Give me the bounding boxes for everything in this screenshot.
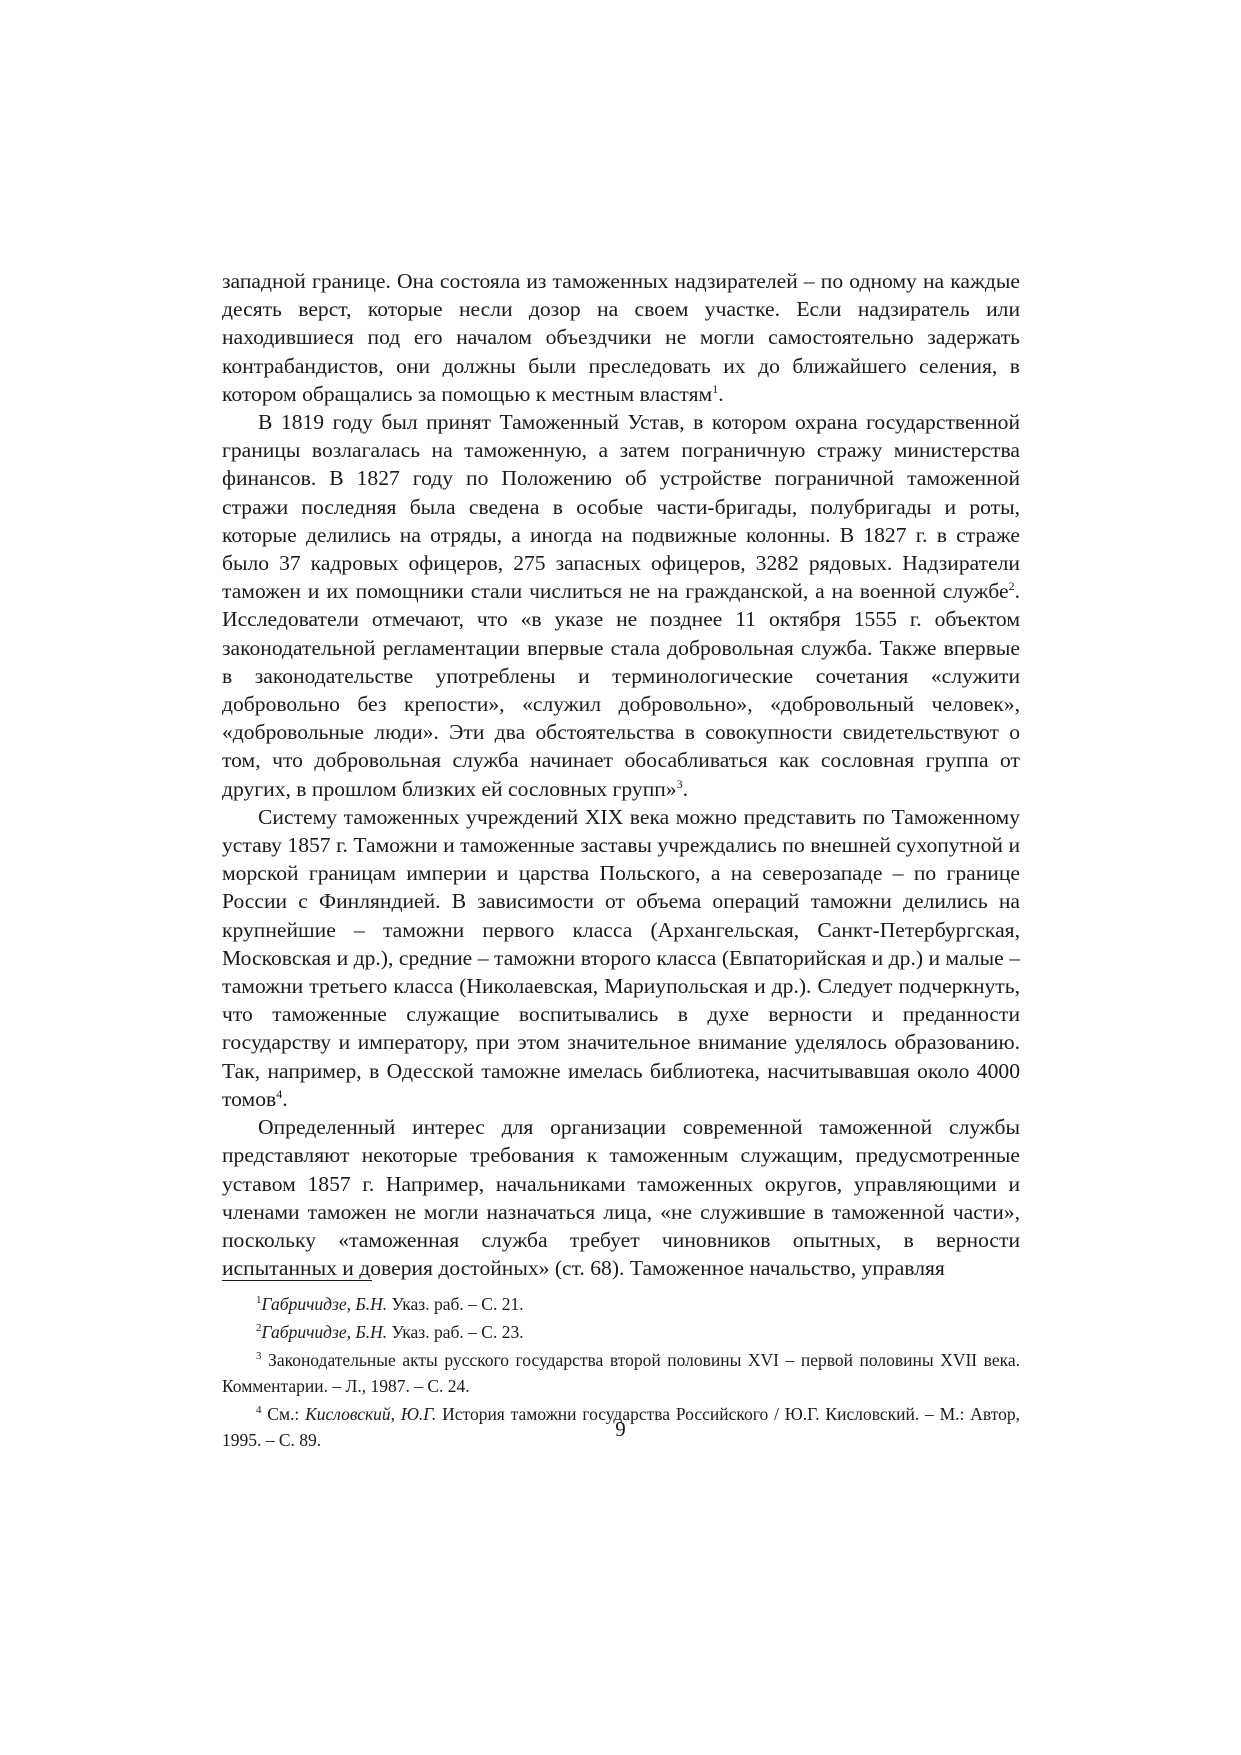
footnote-ref-4[interactable]: 4 [276, 1086, 283, 1101]
footnote-4-text: История таможни государства Российского / Ю.Г. Кисловский. – М.: Автор, 1995. – С. 89. [222, 1404, 1020, 1450]
footnote-3 [222, 1347, 1020, 1399]
paragraph-2-tail: . [682, 776, 689, 801]
page-number: 9 [615, 1417, 626, 1441]
footnote-2-author: Габричидзе, Б.Н. [261, 1322, 388, 1342]
footnote-2-text: Указ. раб. – С. 23. [387, 1322, 524, 1342]
paragraph-2-text-a: В 1819 году был принят Таможенный Устав, в котором охрана государственной границы возлагалась на таможенную, а затем пограничную стражу министерства финансов. В 1827 году по Положению об устройстве пограничной таможенной стражи последняя была сведена в особые части-бригады, полубригады и роты, которые делились на отряды, а иногда на подвижные колонны. В 1827 г. в страже было 37 кадровых офицеров, 275 запасных офицеров, 3282 рядовых. Надзиратели таможен и их помощники стали числиться не на гражданской, а на военной службе [222, 410, 1020, 604]
footnote-ref-1[interactable]: 1 [712, 381, 719, 396]
paragraph-4-text: Определенный интерес для организации современной таможенной службы представляют некоторые требования к таможенным служащим, предусмотренные уставом 1857 г. Например, начальниками таможенных округов, управляющими и членами таможен не могли назначаться лица, «не служившие в таможенной части», поскольку «таможенная служба требует чиновников опытных, в верности испытанных и доверия достойных» (ст. 68). Таможенное начальство, управляя [222, 1115, 1020, 1281]
footnote-4-author: Кисловский, Ю.Г. [305, 1404, 437, 1424]
paragraph-1-text: западной границе. Она состояла из таможенных надзирателей – по одному на каждые десять верст, которые несли дозор на своем участке. Если надзиратель или находившиеся под его началом объездчики не могли самостоятельно задержать контрабандистов, они должны были преследовать их до ближайшего селения, в котором обращались за помощью к местным властям [222, 269, 1020, 406]
footnote-1-number: 1 [256, 1294, 262, 1307]
footnote-1 [222, 1291, 1020, 1317]
footnote-3-text: Законодательные акты русского государства второй половины XVI – первой половины XVII века. Комментарии. – Л., 1987. – С. 24. [222, 1350, 1020, 1396]
footnote-ref-3[interactable]: 3 [676, 776, 683, 791]
paragraph-3-text: Систему таможенных учреждений XIX века можно представить по Таможенному уставу 1857 г. Таможни и таможенные заставы учреждались по внешней сухопутной и морской границам империи и царства Польского, а на северозападе – по границе России с Финляндией. В зависимости от объема операций таможни делились на крупнейшие – таможни первого класса (Архангельская, Санкт-Петербургская, Московская и др.), средние – таможни второго класса (Евпаторийская и др.) и малые – таможни третьего класса (Николаевская, Мариупольская и др.). Следует подчеркнуть, что таможенные служащие воспитывались в духе верности и преданности государству и императору, при этом значительное внимание уделялось образованию. Так, например, в Одесской таможне имелась библиотека, насчитывавшая около 4000 томов [222, 804, 1020, 1111]
paragraph-4 [222, 1113, 1020, 1282]
paragraph-1-tail: . [718, 381, 724, 406]
footnote-1-author: Габричидзе, Б.Н. [261, 1294, 388, 1314]
paragraph-2-text-b: . Исследователи отмечают, что «в указе не позднее 11 октября 1555 г. объектом законодательной регламентации впервые стала добровольная служба. Также впервые в законодательстве употреблены и терминологические сочетания «служити добровольно без крепости», «служил добровольно», «добровольный человек», «добровольные люди». Эти два обстоятельства в совокупности свидетельствуют о том, что добровольная служба начинает обосабливаться как сословная группа от других, в прошлом близких ей сословных групп» [222, 579, 1020, 801]
footnote-separator [222, 1280, 372, 1281]
footnote-4-number: 4 [256, 1404, 262, 1417]
footnote-2 [222, 1319, 1020, 1345]
paragraph-3-tail: . [282, 1086, 288, 1111]
paragraph-1 [222, 267, 1020, 408]
footnote-1-text: Указ. раб. – С. 21. [387, 1294, 524, 1314]
footnote-2-number: 2 [256, 1322, 262, 1335]
footnote-ref-2[interactable]: 2 [1008, 579, 1015, 594]
footnote-4-prefix: См.: [261, 1404, 306, 1424]
paragraph-3 [222, 803, 1020, 1113]
footnote-3-number: 3 [256, 1350, 262, 1363]
paragraph-2 [222, 408, 1020, 803]
main-text [222, 267, 1020, 1282]
